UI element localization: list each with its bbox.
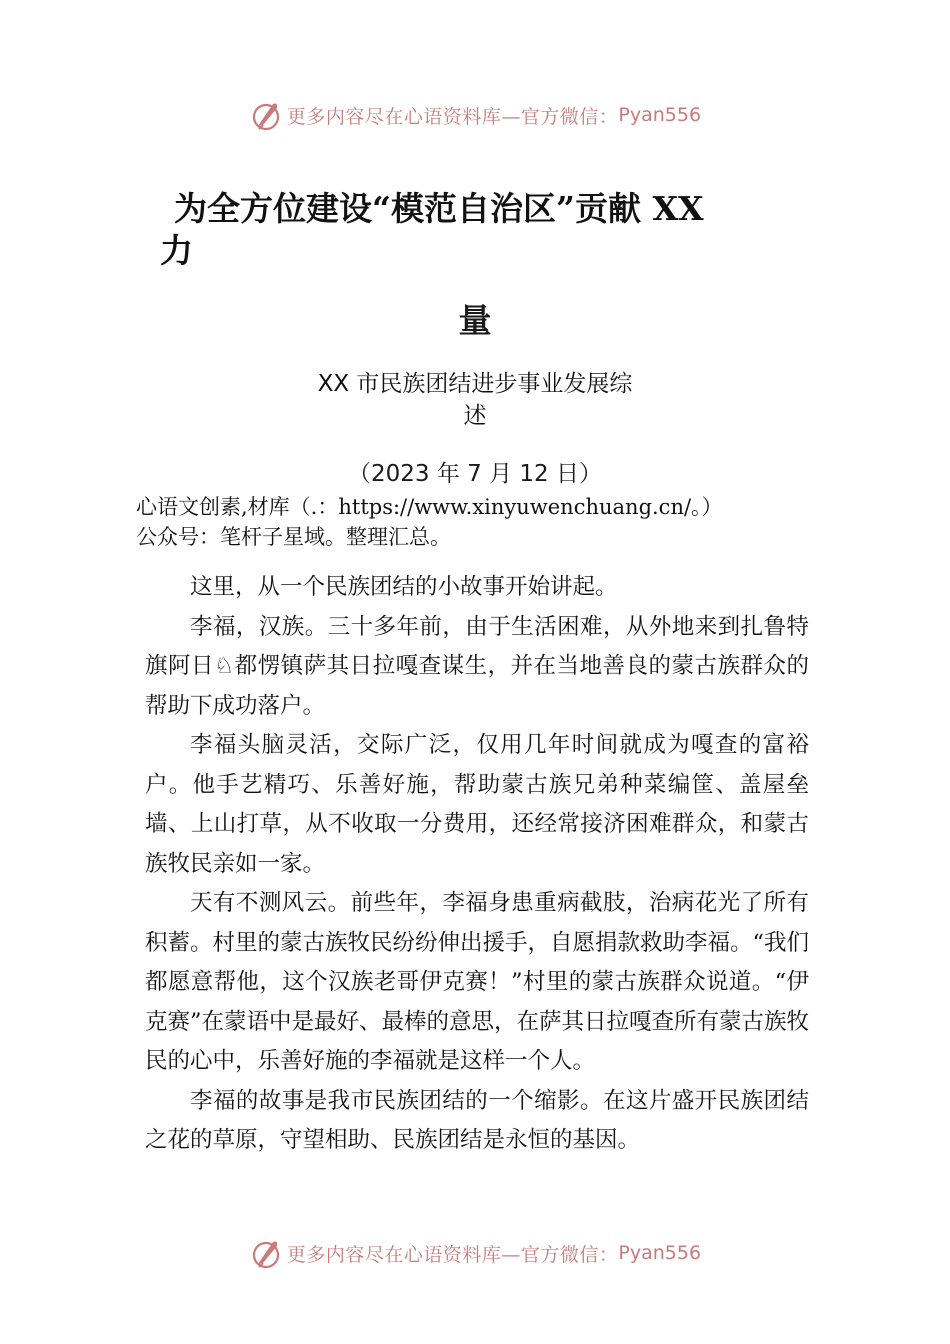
footer-watermark-banner xyxy=(0,1233,950,1273)
banner-wechat-id: Pyan556 xyxy=(618,104,702,126)
title-line-3: 量 xyxy=(458,301,492,340)
body-paragraph: 李福，汉族。三十多年前，由于生活困难，从外地来到扎鲁特旗阿日♘都愣镇萨其日拉嘎查谋生，并在当地善良的蒙古族群众的帮助下成功落户。 xyxy=(145,613,809,719)
document-body xyxy=(145,568,809,1161)
document-title xyxy=(160,188,800,272)
banner-text: 更多内容尽在心语资料库—官方微信： xyxy=(286,105,619,128)
banner-text: 更多内容尽在心语资料库—官方微信： xyxy=(286,1243,619,1266)
source-line-2: 公众号：笔杆子星域。整理汇总。 xyxy=(136,525,451,549)
title-line-2: 力 xyxy=(160,231,193,270)
body-paragraph: 天有不测风云。前些年，李福身患重病截肢，治病花光了所有积蓄。村里的蒙古族牧民纷纷伸出援手，自愿捐款救助李福。“我们都愿意帮他，这个汉族老哥伊克赛！”村里的蒙古族群众说道。“伊克赛”在蒙语中是最好、最棒的意思，在萨其日拉嘎查所有蒙古族牧民的心中，乐善好施的李福就是这样一个人。 xyxy=(145,890,810,1074)
body-paragraph: 李福的故事是我市民族团结的一个缩影。在这片盛开民族团结之花的草原，守望相助、民族团结是永恒的基因。 xyxy=(145,1087,809,1153)
title-line-1: 为全方位建设“模范自治区”贡献 XX xyxy=(174,189,704,228)
subtitle-line-2: 述 xyxy=(463,403,487,429)
body-paragraph: 李福头脑灵活，交际广泛，仅用几年时间就成为嘎查的富裕户。他手艺精巧、乐善好施，帮助蒙古族兄弟种菜编筐、盖屋垒墙、上山打草，从不收取一分费用，还经常接济困难群众，和蒙古族牧民亲如一家。 xyxy=(145,732,809,877)
source-line-1: 心语文创素,材库（.：https://www.xinyuwenchuang.cn/。） xyxy=(136,495,723,519)
document-subtitle xyxy=(0,368,950,432)
body-paragraph: 这里，从一个民族团结的小故事开始讲起。 xyxy=(190,574,618,600)
source-note xyxy=(136,492,826,552)
document-date: （2023 年 7 月 12 日） xyxy=(348,461,602,487)
banner-wechat-id: Pyan556 xyxy=(618,1242,702,1264)
subtitle-line-1: XX 市民族团结进步事业发展综 xyxy=(317,371,633,397)
quill-pen-circle-icon xyxy=(249,1236,283,1270)
quill-pen-circle-icon xyxy=(249,98,283,132)
header-watermark-banner xyxy=(0,95,950,135)
